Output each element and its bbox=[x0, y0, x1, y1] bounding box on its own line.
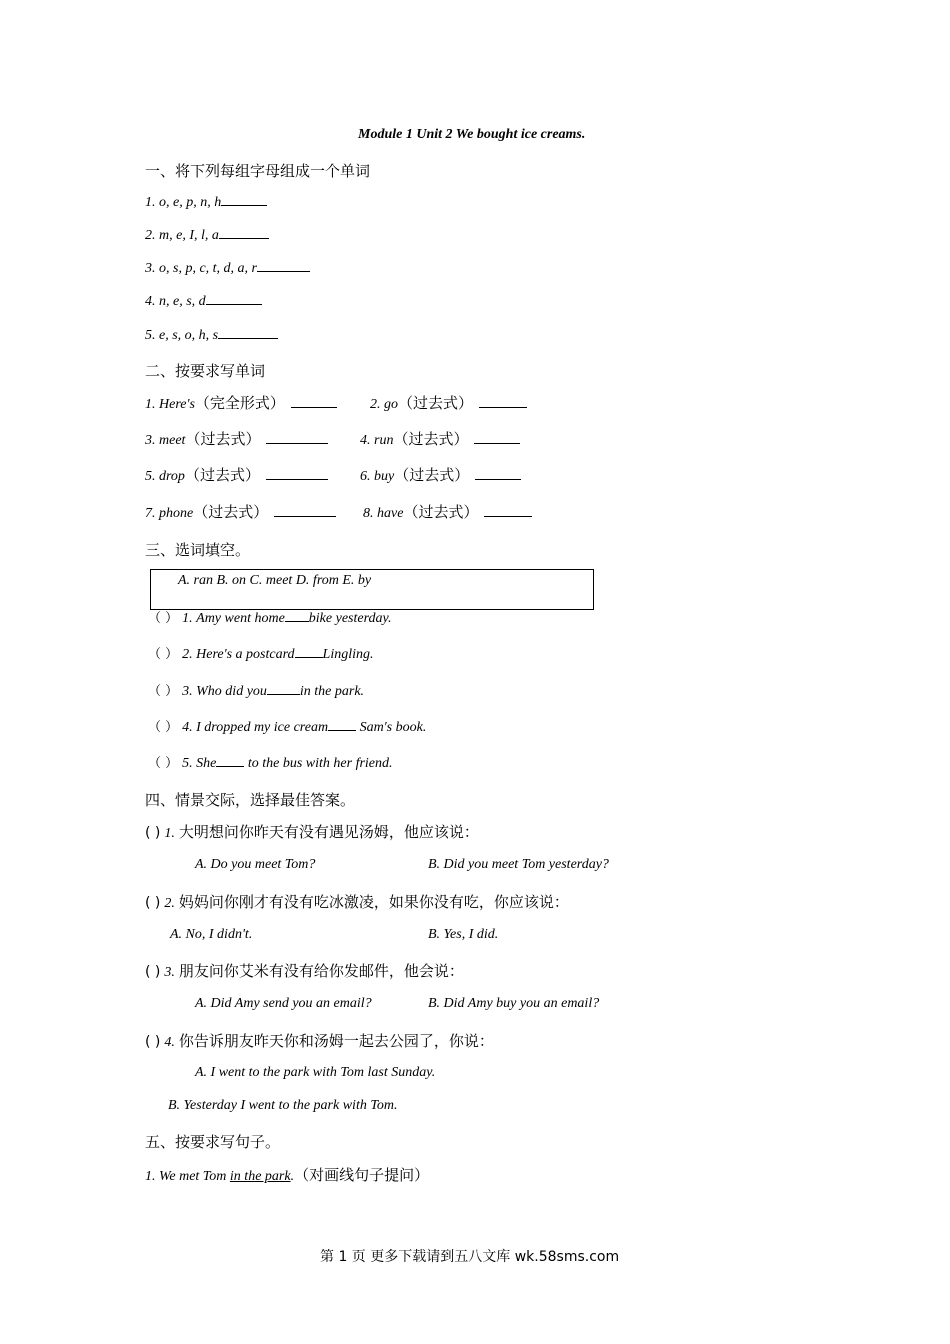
answer-blank[interactable] bbox=[206, 292, 262, 305]
sec4-question-2 bbox=[145, 891, 569, 912]
question-text: 妈妈问你刚才有没有吃冰激凌，如果你没有吃，你应该说： bbox=[178, 893, 569, 911]
sec2-item-5 bbox=[145, 464, 328, 485]
answer-blank[interactable] bbox=[266, 467, 328, 480]
choice-b[interactable]: B. Did you meet Tom yesterday? bbox=[428, 857, 609, 872]
sec3-text: 2. Here's a postcard bbox=[182, 647, 295, 662]
sec2-item-2 bbox=[370, 392, 527, 413]
underlined-phrase: in the park bbox=[229, 1169, 291, 1184]
choice-b[interactable]: B. Yesterday I went to the park with Tom. bbox=[168, 1098, 398, 1113]
sec3-item-2 bbox=[148, 643, 374, 663]
sec2-hint: （过去式） bbox=[185, 430, 261, 448]
sec4-question-1 bbox=[145, 821, 479, 842]
sec2-item-3 bbox=[145, 428, 328, 449]
choice-a[interactable]: A. I went to the park with Tom last Sunday. bbox=[195, 1065, 436, 1080]
sec2-item-7 bbox=[145, 501, 336, 522]
question-number: 2. bbox=[164, 896, 175, 911]
page-footer: 第 1 页 更多下载请到五八文库 wk.58sms.com bbox=[320, 1249, 620, 1265]
question-text: 大明想问你昨天有没有遇见汤姆，他应该说： bbox=[178, 823, 479, 841]
answer-paren[interactable]: （ ） bbox=[148, 720, 179, 735]
answer-blank[interactable] bbox=[267, 682, 300, 695]
sec2-word: 2. go bbox=[370, 397, 398, 412]
answer-blank[interactable] bbox=[218, 326, 278, 339]
section-2-heading: 二、按要求写单词 bbox=[145, 362, 266, 380]
answer-paren[interactable]: ( ) bbox=[145, 964, 161, 980]
answer-blank[interactable] bbox=[291, 395, 337, 408]
answer-blank[interactable] bbox=[257, 259, 310, 272]
sec2-word: 7. phone bbox=[145, 506, 194, 521]
answer-paren[interactable]: ( ) bbox=[145, 825, 161, 841]
question-number: 4. bbox=[164, 1035, 175, 1050]
sec2-hint: （过去式） bbox=[394, 466, 470, 484]
sec5-item-1 bbox=[145, 1164, 429, 1185]
answer-blank[interactable] bbox=[484, 504, 532, 517]
answer-paren[interactable]: （ ） bbox=[148, 611, 179, 626]
sec3-item-5 bbox=[148, 752, 393, 772]
sec2-word: 6. buy bbox=[360, 469, 395, 484]
sec2-hint: （过去式） bbox=[393, 430, 469, 448]
sec1-item-text: 1. o, e, p, n, h bbox=[145, 195, 222, 210]
sec3-text: Lingling. bbox=[322, 647, 374, 662]
options-text: A. ran B. on C. meet D. from E. by bbox=[178, 573, 372, 588]
sec2-hint: （完全形式） bbox=[194, 394, 285, 412]
choice-a[interactable]: A. No, I didn't. bbox=[170, 927, 253, 942]
sec5-hint: （对画线句子提问） bbox=[294, 1166, 430, 1184]
sec2-word: 1. Here's bbox=[145, 397, 195, 412]
answer-blank[interactable] bbox=[216, 754, 244, 767]
answer-blank[interactable] bbox=[266, 431, 328, 444]
sec1-item-4 bbox=[145, 292, 262, 310]
answer-blank[interactable] bbox=[219, 226, 269, 239]
answer-blank[interactable] bbox=[295, 645, 323, 658]
sec3-item-1 bbox=[148, 607, 391, 627]
sec1-item-text: 5. e, s, o, h, s bbox=[145, 328, 219, 343]
sec1-item-2 bbox=[145, 226, 269, 244]
sec1-item-text: 4. n, e, s, d bbox=[145, 294, 206, 309]
sec3-text: bike yesterday. bbox=[308, 611, 392, 626]
section-3-heading: 三、选词填空。 bbox=[145, 541, 251, 559]
sec4-question-3 bbox=[145, 960, 464, 981]
answer-blank[interactable] bbox=[274, 504, 336, 517]
answer-blank[interactable] bbox=[474, 431, 520, 444]
choice-b[interactable]: B. Yes, I did. bbox=[428, 927, 499, 942]
answer-blank[interactable] bbox=[479, 395, 527, 408]
sec2-hint: （过去式） bbox=[398, 394, 474, 412]
sec3-text: 1. Amy went home bbox=[182, 611, 285, 626]
sec3-item-3 bbox=[148, 680, 364, 700]
sec1-item-3 bbox=[145, 259, 310, 277]
sec3-text: Sam's book. bbox=[356, 720, 427, 735]
sec3-text: 5. She bbox=[182, 756, 217, 771]
question-number: 3. bbox=[164, 965, 175, 980]
sec1-item-1 bbox=[145, 193, 267, 211]
sec3-text: 4. I dropped my ice cream bbox=[182, 720, 329, 735]
sec2-hint: （过去式） bbox=[184, 466, 260, 484]
sec2-item-8 bbox=[363, 501, 532, 522]
question-text: 朋友问你艾米有没有给你发邮件，他会说： bbox=[178, 962, 464, 980]
answer-paren[interactable]: （ ） bbox=[148, 756, 179, 771]
answer-blank[interactable] bbox=[328, 718, 356, 731]
section-5-heading: 五、按要求写句子。 bbox=[145, 1133, 281, 1151]
answer-blank[interactable] bbox=[285, 609, 309, 622]
sec2-item-4 bbox=[360, 428, 520, 449]
sec2-hint: （过去式） bbox=[403, 503, 479, 521]
answer-paren[interactable]: （ ） bbox=[148, 647, 179, 662]
sec2-item-6 bbox=[360, 464, 521, 485]
answer-blank[interactable] bbox=[221, 193, 267, 206]
answer-blank[interactable] bbox=[475, 467, 521, 480]
sec1-item-text: 3. o, s, p, c, t, d, a, r bbox=[145, 261, 257, 276]
sec2-hint: （过去式） bbox=[193, 503, 269, 521]
sec2-word: 5. drop bbox=[145, 469, 185, 484]
sec3-text: 3. Who did you bbox=[182, 684, 267, 699]
question-text: 你告诉朋友昨天你和汤姆一起去公园了，你说： bbox=[178, 1032, 494, 1050]
section-1-heading: 一、将下列每组字母组成一个单词 bbox=[145, 162, 371, 180]
sec1-item-text: 2. m, e, I, l, a bbox=[145, 228, 219, 243]
sec3-text: in the park. bbox=[299, 684, 365, 699]
sec1-item-5 bbox=[145, 326, 278, 344]
choice-a[interactable]: A. Do you meet Tom? bbox=[195, 857, 316, 872]
sentence-end: . bbox=[290, 1169, 295, 1184]
sec4-question-4 bbox=[145, 1030, 494, 1051]
sec2-word: 3. meet bbox=[145, 433, 186, 448]
sec2-item-1 bbox=[145, 392, 337, 413]
answer-paren[interactable]: ( ) bbox=[145, 1034, 161, 1050]
section-4-heading: 四、情景交际，选择最佳答案。 bbox=[145, 791, 356, 809]
sec2-word: 8. have bbox=[363, 506, 404, 521]
sentence-text: 1. We met Tom bbox=[145, 1169, 230, 1184]
choice-a[interactable]: A. Did Amy send you an email? bbox=[195, 996, 372, 1011]
sec2-word: 4. run bbox=[360, 433, 394, 448]
sec3-item-4 bbox=[148, 716, 426, 736]
answer-paren[interactable]: （ ） bbox=[148, 684, 179, 699]
answer-paren[interactable]: ( ) bbox=[145, 895, 161, 911]
choice-b[interactable]: B. Did Amy buy you an email? bbox=[428, 996, 600, 1011]
sec3-text: to the bus with her friend. bbox=[244, 756, 393, 771]
question-number: 1. bbox=[164, 826, 175, 841]
page-title: Module 1 Unit 2 We bought ice creams. bbox=[358, 127, 586, 142]
